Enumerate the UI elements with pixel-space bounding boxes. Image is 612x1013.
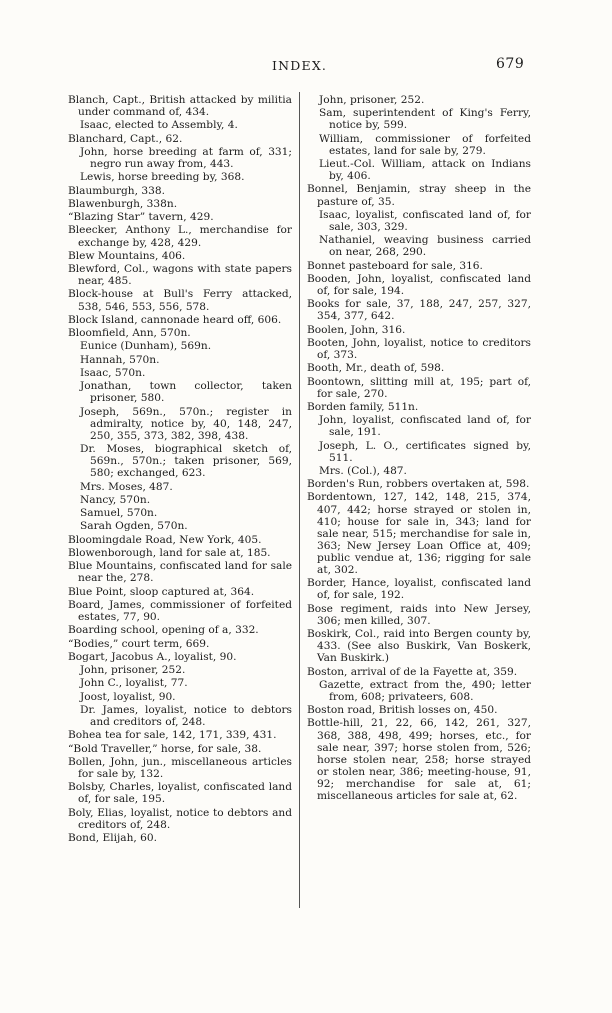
index-subentry: Dr. James, loyalist, notice to debtors and creditors of, 248.	[80, 703, 292, 729]
page-title: INDEX.	[272, 58, 328, 73]
index-subentry: Lewis, horse breeding by, 368.	[80, 171, 245, 184]
index-subentry: Hannah, 570n.	[80, 353, 160, 366]
index-subentry: Mrs. Moses, 487.	[80, 480, 173, 493]
index-entry: Blue Mountains, confiscated land for sale near the, 278.	[68, 560, 292, 585]
index-entry: Blowenborough, land for sale at, 185.	[68, 546, 271, 559]
index-entry: Bleecker, Anthony L., merchandise for exchange by, 428, 429.	[68, 224, 292, 249]
index-subentry: William, commissioner of forfeited estates, land for sale by, 279.	[319, 132, 531, 157]
index-entry: Blanchard, Capt., 62.	[68, 132, 183, 145]
index-entry: Bloomingdale Road, New York, 405.	[68, 533, 262, 546]
index-subentry: Isaac, elected to Assembly, 4.	[80, 119, 238, 132]
index-entry: Bonnet pasteboard for sale, 316.	[307, 259, 483, 272]
index-subentry: Sam, superintendent of King's Ferry, notice by, 599.	[319, 107, 531, 132]
index-subentry: Jonathan, town collector, taken prisoner, 580.	[80, 380, 292, 405]
index-subentry: Nancy, 570n.	[80, 493, 151, 506]
index-subentry: John, horse breeding at farm of, 331; negro run away from, 443.	[80, 145, 292, 171]
index-entry: Block-house at Bull's Ferry attacked, 538, 546, 553, 556, 578.	[68, 288, 292, 313]
index-entry: Booden, John, loyalist, confiscated land of, for sale, 194.	[307, 272, 531, 297]
index-subentry: Isaac, loyalist, confiscated land of, for sale, 303, 329.	[319, 208, 531, 233]
index-subentry: Lieut.-Col. William, attack on Indians by, 406.	[319, 158, 531, 183]
index-subentry: Sarah Ogden, 570n.	[80, 520, 188, 533]
index-entry: Blaumburgh, 338.	[68, 184, 165, 197]
index-subentry: John, loyalist, confiscated land of, for sale, 191.	[319, 414, 531, 439]
index-entry: Boontown, slitting mill at, 195; part of, for sale, 270.	[307, 375, 531, 400]
index-entry: Blue Point, sloop captured at, 364.	[68, 585, 255, 598]
index-subentry: John, prisoner, 252.	[319, 94, 425, 106]
index-entry: Boly, Elias, loyalist, notice to debtors and creditors of, 248.	[68, 806, 292, 831]
index-entry: Boston road, British losses on, 450.	[307, 704, 498, 717]
index-entry: Booten, John, loyalist, notice to creditors of, 373.	[307, 336, 531, 361]
index-entry: Booth, Mr., death of, 598.	[307, 362, 445, 375]
index-subentry: Joseph, L. O., certificates signed by, 511.	[319, 439, 531, 464]
index-entry: Borden's Run, robbers overtaken at, 598.	[307, 478, 530, 491]
index-subentry: Dr. Moses, biographical sketch of, 569n., 570n.; taken prisoner, 569, 580; exchanged, 623.	[80, 443, 292, 480]
index-entry: “Bold Traveller,” horse, for sale, 38.	[68, 742, 262, 755]
index-subentry: Joseph, 569n., 570n.; register in admiralty, notice by, 40, 148, 247, 250, 355, 373, 382, 398, 438.	[80, 405, 292, 442]
index-entry: Blewford, Col., wagons with state papers near, 485.	[68, 263, 292, 288]
index-entry: Bond, Elijah, 60.	[68, 832, 158, 845]
index-entry: “Blazing Star” tavern, 429.	[68, 211, 214, 224]
index-subentry: Isaac, 570n.	[80, 366, 146, 379]
index-entry: “Bodies,” court term, 669.	[68, 637, 210, 650]
index-entry: Bonnel, Benjamin, stray sheep in the pasture of, 35.	[307, 183, 531, 208]
index-entry: Board, James, commissioner of forfeited estates, 77, 90.	[68, 598, 292, 623]
index-subentry: Joost, loyalist, 90.	[80, 690, 176, 703]
index-subentry: Eunice (Dunham), 569n.	[80, 340, 212, 353]
index-subentry: John C., loyalist, 77.	[80, 677, 188, 690]
index-entry: Boston, arrival of de la Fayette at, 359.	[307, 665, 518, 678]
index-entry: Bordentown, 127, 142, 148, 215, 374, 407, 442; horse strayed or stolen in, 410; house for sale in, 343; land for sale near, 515; merchandise for sale in, 363; New Jersey Loan Office at, 409; public vendue at, 136; rigging for sale at, 302.	[307, 491, 531, 577]
index-subentry: Gazette, extract from the, 490; letter from, 608; privateers, 608.	[319, 678, 531, 703]
page-header	[0, 56, 612, 76]
index-column-right	[307, 94, 531, 803]
index-entry: Bollen, John, jun., miscellaneous articles for sale by, 132.	[68, 755, 292, 780]
index-entry: Bloomfield, Ann, 570n.	[68, 327, 191, 340]
index-column-left	[68, 94, 292, 845]
index-subentry: Nathaniel, weaving business carried on near, 268, 290.	[319, 234, 531, 259]
index-entry: Boarding school, opening of a, 332.	[68, 624, 259, 637]
index-entry: Borden family, 511n.	[307, 400, 419, 413]
index-entry: Blawenburgh, 338n.	[68, 197, 178, 210]
index-entry: Boolen, John, 316.	[307, 323, 406, 336]
index-subentry: Mrs. (Col.), 487.	[319, 464, 407, 477]
index-entry: Bohea tea for sale, 142, 171, 339, 431.	[68, 729, 277, 742]
index-entry: Blew Mountains, 406.	[68, 249, 186, 262]
index-subentry: Samuel, 570n.	[80, 507, 158, 520]
index-entry: Bose regiment, raids into New Jersey, 306; men killed, 307.	[307, 602, 531, 627]
index-entry: Bottle-hill, 21, 22, 66, 142, 261, 327, 368, 388, 498, 499; horses, etc., for sale near, 397; horse stolen from, 526; horse stolen near, 258; horse strayed or stolen near, 386; meeting-house, 91, 92; merchandise for sale at, 61; miscellaneous articles for sale at, 62.	[307, 717, 531, 803]
index-entry: Books for sale, 37, 188, 247, 257, 327, 354, 377, 642.	[307, 298, 531, 323]
index-entry: Bolsby, Charles, loyalist, confiscated land of, for sale, 195.	[68, 781, 292, 806]
index-entry: Boskirk, Col., raid into Bergen county by, 433. (See also Buskirk, Van Boskerk, Van Buskirk.)	[307, 628, 531, 665]
index-entry: Border, Hance, loyalist, confiscated land of, for sale, 192.	[307, 577, 531, 602]
index-entry: Block Island, cannonade heard off, 606.	[68, 313, 282, 326]
index-subentry: John, prisoner, 252.	[80, 664, 186, 677]
page-number: 679	[496, 56, 525, 72]
index-entry: Bogart, Jacobus A., loyalist, 90.	[68, 650, 237, 663]
index-entry: Blanch, Capt., British attacked by militia under command of, 434.	[68, 94, 292, 119]
column-divider	[299, 92, 300, 908]
